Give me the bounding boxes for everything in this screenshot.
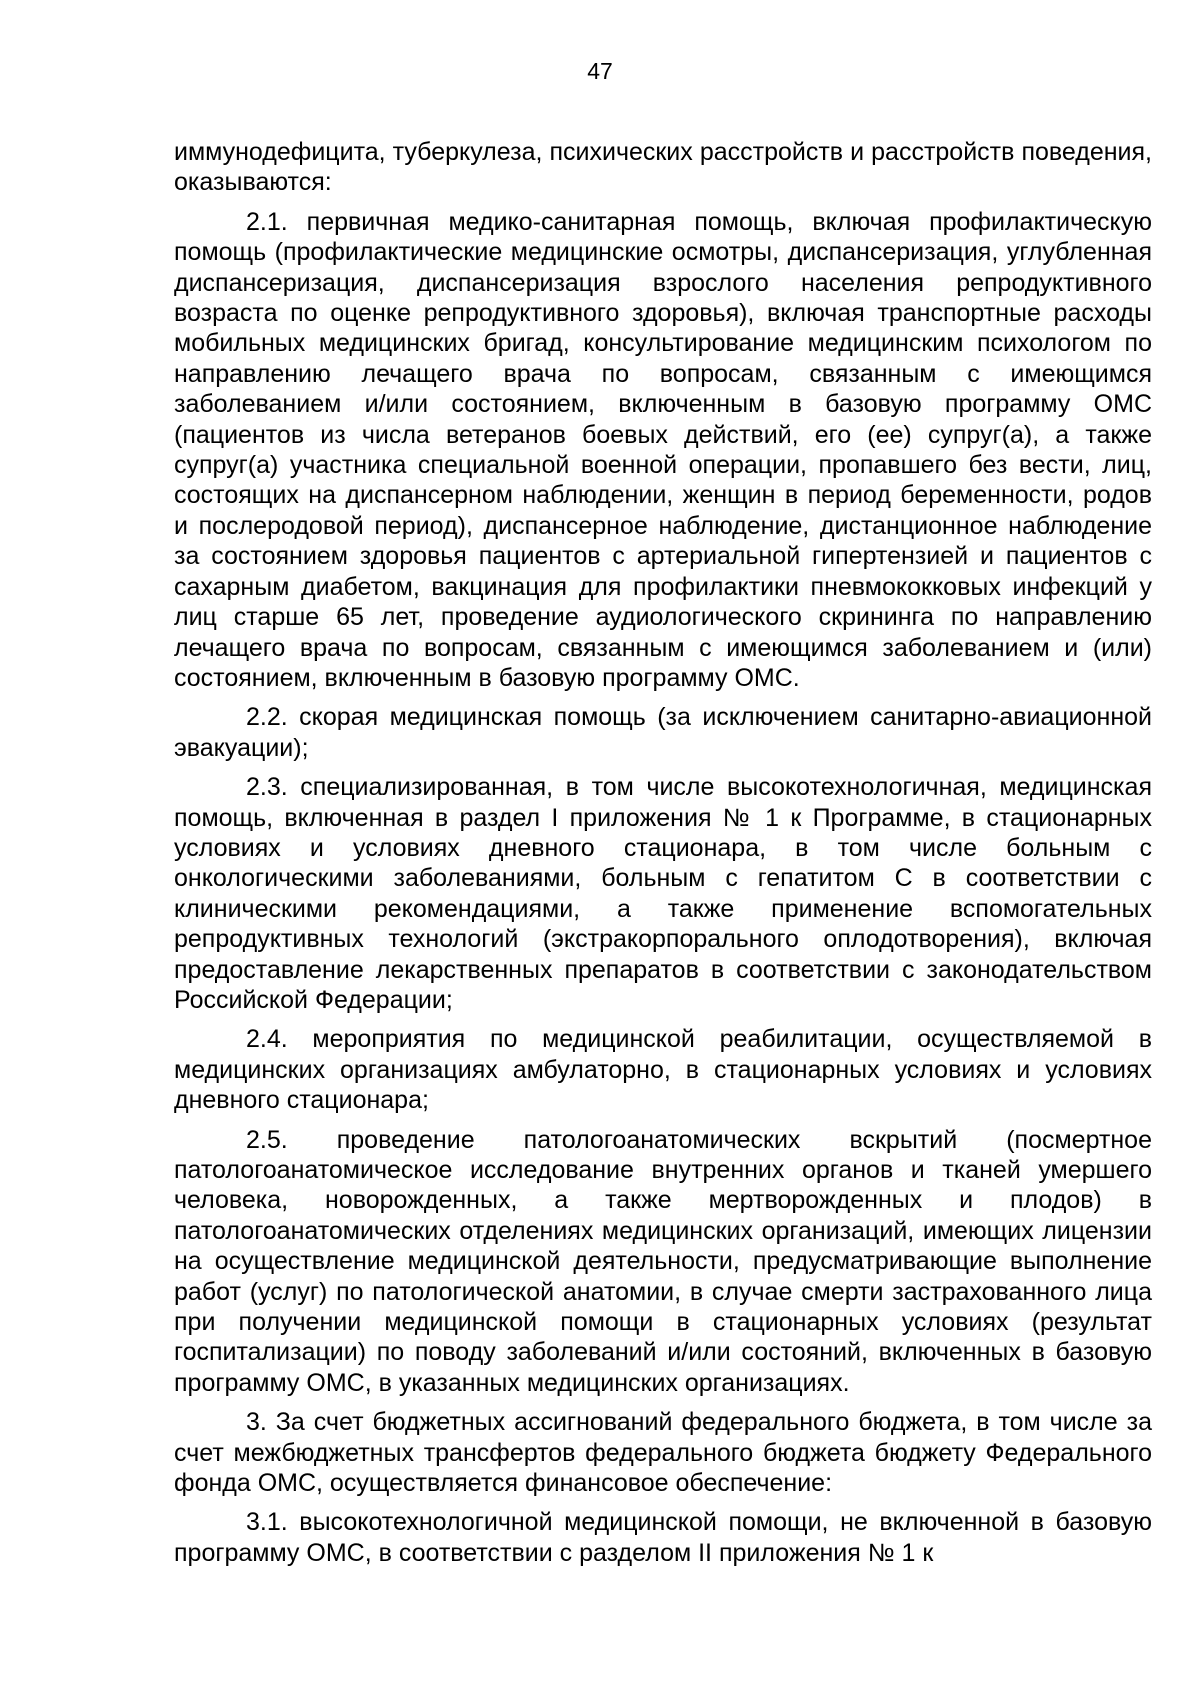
paragraph-intro: иммунодефицита, туберкулеза, психических расстройств и расстройств поведения, оказываются:: [174, 138, 1152, 197]
paragraph-3-1: 3.1. высокотехнологичной медицинской помощи, не включенной в базовую программу ОМС, в соответствии с разделом II приложения № 1 к: [174, 1508, 1152, 1567]
paragraph-2-2: 2.2. скорая медицинская помощь (за исключением санитарно-авиационной эвакуации);: [174, 703, 1152, 762]
paragraph-2-5: 2.5. проведение патологоанатомических вскрытий (посмертное патологоанатомическое исследование внутренних органов и тканей умершего человека, новорожденных, а также мертворожденных и плодов) в патологоанатомических отделениях медицинских организаций, имеющих лицензии на осуществление медицинской деятельности, предусматривающие выполнение работ (услуг) по патологической анатомии, в случае смерти застрахованного лица при получении медицинской помощи в стационарных условиях (результат госпитализации) по поводу заболеваний и/или состояний, включенных в базовую программу ОМС, в указанных медицинских организациях.: [174, 1125, 1152, 1397]
paragraph-2-4: 2.4. мероприятия по медицинской реабилитации, осуществляемой в медицинских организациях амбулаторно, в стационарных условиях и условиях дневного стационара;: [174, 1025, 1152, 1115]
document-body: [174, 137, 1152, 1568]
paragraph-2-3: 2.3. специализированная, в том числе высокотехнологичная, медицинская помощь, включенная в раздел I приложения № 1 к Программе, в стационарных условиях и условиях дневного стационара, в том числе больным с онкологическими заболеваниями, больным с гепатитом С в соответствии с клиническими рекомендациями, а также применение вспомогательных репродуктивных технологий (экстракорпорального оплодотворения), включая предоставление лекарственных препаратов в соответствии с законодательством Российской Федерации;: [174, 773, 1152, 1014]
paragraph-3: 3. За счет бюджетных ассигнований федерального бюджета, в том числе за счет межбюджетных трансфертов федерального бюджета бюджету Федерального фонда ОМС, осуществляется финансовое обеспечение:: [174, 1408, 1152, 1498]
page-number: 47: [587, 58, 613, 84]
paragraph-2-1: 2.1. первичная медико-санитарная помощь, включая профилактическую помощь (профилактические медицинские осмотры, диспансеризация, углубленная диспансеризация, диспансеризация взрослого населения репродуктивного возраста по оценке репродуктивного здоровья), включая транспортные расходы мобильных медицинских бригад, консультирование медицинским психологом по направлению лечащего врача по вопросам, связанным с имеющимся заболеванием и/или состоянием, включенным в базовую программу ОМС (пациентов из числа ветеранов боевых действий, его (ее) супруг(а), а также супруг(а) участника специальной военной операции, пропавшего без вести, лиц, состоящих на диспансерном наблюдении, женщин в период беременности, родов и послеродовой период), диспансерное наблюдение, дистанционное наблюдение за состоянием здоровья пациентов с артериальной гипертензией и пациентов с сахарным диабетом, вакцинация для профилактики пневмококковых инфекций у лиц старше 65 лет, проведение аудиологического скрининга по направлению лечащего врача по вопросам, связанным с имеющимся заболеванием и (или) состоянием, включенным в базовую программу ОМС.: [174, 207, 1152, 692]
